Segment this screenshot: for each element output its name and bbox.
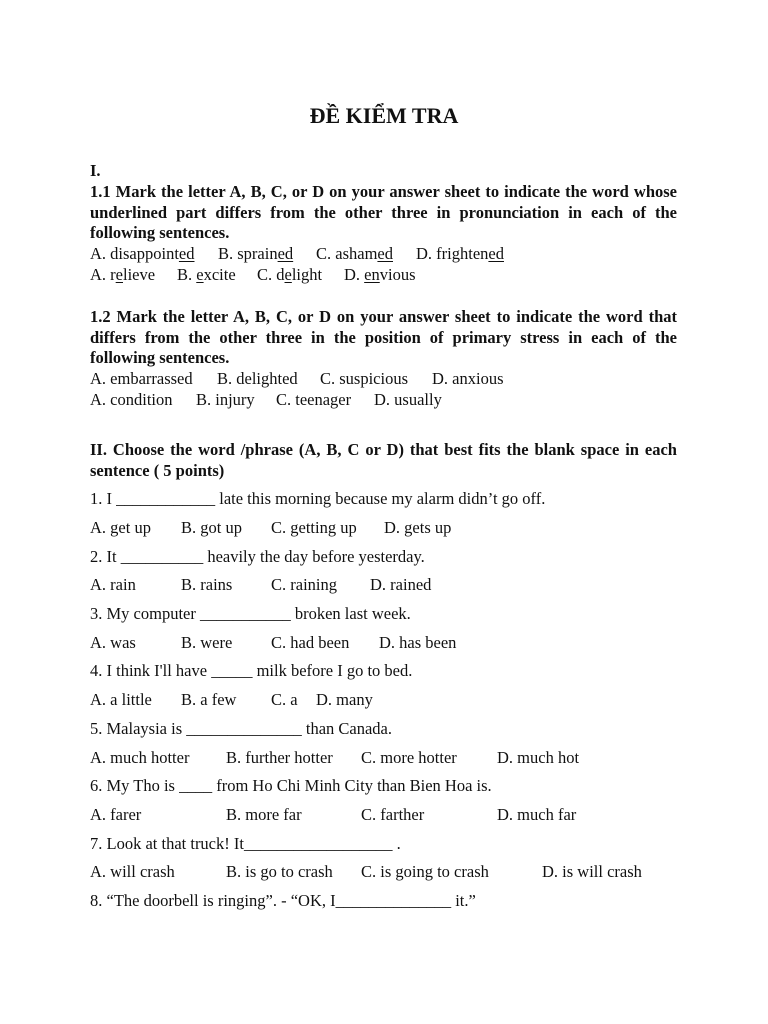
question-7-options (90, 858, 677, 887)
option-c: C. raining (271, 575, 337, 595)
option-c: C. ashamed (316, 244, 393, 264)
question-2: 2. It __________ heavily the day before yesterday. (90, 546, 425, 566)
option-a: A. disappointed (90, 244, 195, 264)
option-a: A. much hotter (90, 747, 190, 767)
option-a: A. a little (90, 690, 152, 710)
option-c: C. getting up (271, 518, 357, 538)
question-6-options (90, 801, 677, 830)
option-a: A. rain (90, 575, 136, 595)
section-1-2-instruction: 1.2 Mark the letter A, B, C, or D on your answer sheet to indicate the word that differs from the other three in the position of primary stress in each of the following sentences. (90, 306, 677, 368)
option-d: D. usually (374, 389, 442, 409)
option-a: A. embarrassed (90, 369, 193, 389)
option-d: D. envious (344, 264, 416, 284)
question-8: 8. “The doorbell is ringing”. - “OK, I______________ it.” (90, 890, 476, 910)
option-c: C. delight (257, 264, 323, 284)
option-c: C. suspicious (320, 369, 409, 389)
stress-row-1 (90, 369, 677, 390)
option-a: A. get up (90, 518, 151, 538)
option-c: C. farther (361, 804, 425, 824)
option-a: A. will crash (90, 862, 175, 882)
spacer (90, 286, 677, 307)
option-b: B. further hotter (226, 747, 333, 767)
option-b: B. injury (196, 389, 255, 409)
part1-heading: I. (90, 161, 101, 180)
question-3: 3. My computer ___________ broken last week. (90, 604, 411, 624)
part2-heading: II. Choose the word /phrase (A, B, C or D) that best fits the blank space in each sentence ( 5 points) (90, 439, 677, 480)
option-c: C. had been (271, 632, 350, 652)
option-b: B. got up (181, 518, 242, 538)
option-c: C. more hotter (361, 747, 457, 767)
option-d: D. much hot (497, 747, 580, 767)
option-b: B. a few (181, 690, 237, 710)
option-d: D. rained (370, 575, 432, 595)
pronunciation-row-2 (90, 265, 677, 286)
pronunciation-row-1 (90, 244, 677, 265)
question-3-options (90, 629, 677, 658)
option-d: D. many (316, 690, 373, 710)
question-4-options (90, 686, 677, 715)
question-5: 5. Malaysia is ______________ than Canada. (90, 718, 392, 738)
option-b: B. were (181, 632, 233, 652)
question-5-options (90, 744, 677, 773)
question-4: 4. I think I'll have _____ milk before I go to bed. (90, 661, 413, 681)
option-a: A. condition (90, 389, 173, 409)
option-c: C. a (271, 690, 298, 710)
option-b: B. delighted (217, 369, 298, 389)
question-1: 1. I ____________ late this morning because my alarm didn’t go off. (90, 489, 546, 509)
question-list (90, 485, 677, 915)
question-2-options (90, 571, 677, 600)
option-b: B. excite (177, 264, 236, 284)
option-a: A. was (90, 632, 136, 652)
option-b: B. rains (181, 575, 233, 595)
section-1-1-instruction: 1.1 Mark the letter A, B, C, or D on your answer sheet to indicate the word whose underlined part differs from the other three in pronunciation in each of the following sentences. (90, 181, 677, 243)
option-b: B. sprained (218, 244, 294, 264)
option-d: D. anxious (432, 369, 504, 389)
option-a: A. farer (90, 804, 142, 824)
option-b: B. more far (226, 804, 302, 824)
option-d: D. has been (379, 632, 457, 652)
option-d: D. gets up (384, 518, 452, 538)
option-c: C. is going to crash (361, 862, 489, 882)
question-6: 6. My Tho is ____ from Ho Chi Minh City than Bien Hoa is. (90, 776, 492, 796)
document-body (90, 161, 677, 916)
stress-row-2 (90, 390, 677, 411)
option-a: A. relieve (90, 264, 156, 284)
option-b: B. is go to crash (226, 862, 333, 882)
option-c: C. teenager (276, 389, 352, 409)
page-title: ĐỀ KIỂM TRA (309, 103, 459, 128)
question-7: 7. Look at that truck! It__________________ . (90, 833, 401, 853)
question-1-options (90, 514, 677, 543)
option-d: D. is will crash (542, 862, 642, 882)
spacer (90, 411, 677, 440)
option-d: D. much far (497, 804, 577, 824)
option-d: D. frightened (416, 244, 504, 264)
